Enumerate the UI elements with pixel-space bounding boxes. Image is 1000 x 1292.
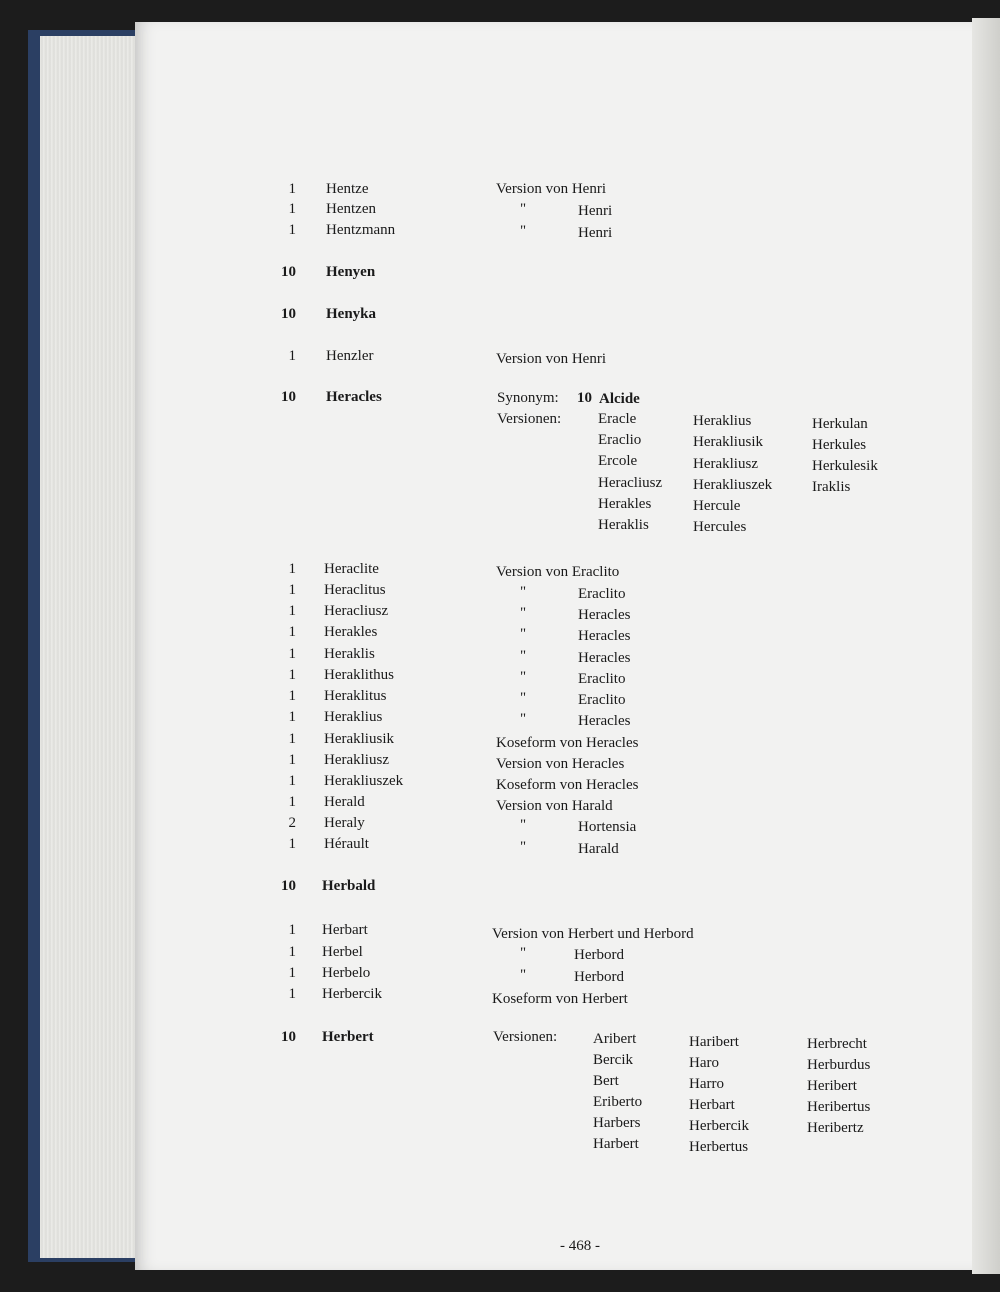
entry-count: 1 [288, 965, 296, 981]
version-name: Herburdus [807, 1057, 871, 1073]
entry-name: Herbelo [322, 965, 371, 981]
entry-name: Henyen [326, 264, 376, 280]
entry-name: Heracles [326, 389, 382, 405]
entry-count: 10 [281, 264, 296, 280]
ditto-mark: " [520, 945, 527, 961]
entry-name: Herbel [322, 944, 363, 960]
entry-description: Version von Henri [496, 181, 606, 197]
version-name: Heribert [807, 1078, 857, 1094]
entry-description: Heracles [578, 628, 631, 644]
entry-count: 2 [288, 815, 296, 831]
ditto-mark: " [520, 201, 527, 217]
version-name: Harbers [593, 1115, 641, 1131]
ditto-mark: " [520, 584, 527, 600]
version-name: Eracle [598, 411, 637, 427]
entry-count: 1 [288, 222, 296, 238]
page-stack-edge [40, 36, 140, 1258]
entry-description: Henri [578, 203, 613, 219]
entry-description: Henri [578, 225, 613, 241]
synonym-count: 10 [577, 390, 592, 406]
entry-count: 1 [288, 944, 296, 960]
entry-description: Version von Henri [496, 351, 606, 367]
entry-description: Heracles [578, 650, 631, 666]
versions-label: Versionen: [493, 1029, 558, 1045]
entry-name: Heracliusz [324, 603, 389, 619]
entry-name: Herald [324, 794, 365, 810]
entry-name: Heraklithus [324, 667, 394, 683]
version-name: Aribert [593, 1031, 637, 1047]
version-name: Harbert [593, 1136, 639, 1152]
version-name: Herakliuszek [693, 477, 773, 493]
entry-description: Heracles [578, 607, 631, 623]
synonym-value: Alcide [599, 391, 640, 407]
entry-description: Hortensia [578, 819, 637, 835]
entry-count: 10 [281, 306, 296, 322]
entry-description: Version von Eraclito [496, 564, 620, 580]
ditto-mark: " [520, 839, 527, 855]
version-name: Herakliusz [693, 456, 758, 472]
page-number: - 468 - [560, 1238, 600, 1254]
version-name: Eriberto [593, 1094, 643, 1110]
version-name: Herbart [689, 1097, 735, 1113]
entry-name: Heraclite [324, 561, 379, 577]
entry-description: Koseform von Herbert [492, 991, 628, 1007]
entry-count: 10 [281, 1029, 296, 1045]
entry-description: Eraclito [578, 586, 626, 602]
page-right-edge [972, 18, 1000, 1274]
entry-name: Heraklis [324, 646, 375, 662]
entry-count: 1 [288, 603, 296, 619]
ditto-mark: " [520, 223, 527, 239]
entry-name: Herbart [322, 922, 368, 938]
entry-name: Herakliusik [324, 731, 394, 747]
entry-count: 1 [288, 624, 296, 640]
versions-label: Versionen: [497, 411, 562, 427]
entry-description: Version von Herbert und Herbord [492, 926, 694, 942]
entry-description: Harald [578, 841, 619, 857]
entry-description: Herbord [574, 947, 624, 963]
version-name: Harro [689, 1076, 724, 1092]
entry-name: Henzler [326, 348, 374, 364]
version-name: Herbercik [689, 1118, 749, 1134]
version-name: Heracliusz [598, 475, 663, 491]
entry-count: 1 [288, 201, 296, 217]
version-name: Heribertz [807, 1120, 864, 1136]
version-name: Heraklis [598, 517, 649, 533]
entry-count: 1 [288, 667, 296, 683]
entry-count: 1 [288, 709, 296, 725]
entry-count: 1 [288, 582, 296, 598]
entry-count: 1 [288, 752, 296, 768]
entry-name: Herbercik [322, 986, 382, 1002]
version-name: Herkules [812, 437, 867, 453]
entry-description: Koseform von Heracles [496, 735, 639, 751]
entry-description: Koseform von Heracles [496, 777, 639, 793]
ditto-mark: " [520, 817, 527, 833]
entry-description: Herbord [574, 969, 624, 985]
entry-name: Heraklius [324, 709, 383, 725]
entry-name: Hentzmann [326, 222, 396, 238]
synonym-label: Synonym: [497, 390, 559, 406]
version-name: Haribert [689, 1034, 739, 1050]
version-name: Herakles [598, 496, 652, 512]
ditto-mark: " [520, 967, 527, 983]
entry-count: 1 [288, 731, 296, 747]
entry-name: Heraklitus [324, 688, 387, 704]
version-name: Ercole [598, 453, 638, 469]
version-name: Herbrecht [807, 1036, 867, 1052]
version-name: Herakliusik [693, 434, 763, 450]
entry-name: Hérault [324, 836, 369, 852]
entry-description: Eraclito [578, 692, 626, 708]
entry-count: 1 [288, 181, 296, 197]
entry-count: 1 [288, 794, 296, 810]
entry-count: 10 [281, 878, 296, 894]
entry-description: Version von Heracles [496, 756, 625, 772]
entry-name: Herbert [322, 1029, 374, 1045]
entry-name: Herakliuszek [324, 773, 404, 789]
ditto-mark: " [520, 711, 527, 727]
entry-count: 10 [281, 389, 296, 405]
ditto-mark: " [520, 605, 527, 621]
ditto-mark: " [520, 648, 527, 664]
version-name: Iraklis [812, 479, 851, 495]
version-name: Bert [593, 1073, 619, 1089]
entry-description: Heracles [578, 713, 631, 729]
version-name: Eraclio [598, 432, 642, 448]
entry-name: Herakliusz [324, 752, 389, 768]
ditto-mark: " [520, 626, 527, 642]
version-name: Hercule [693, 498, 741, 514]
entry-count: 1 [288, 646, 296, 662]
entry-name: Heraclitus [324, 582, 386, 598]
entry-count: 1 [288, 561, 296, 577]
version-name: Heribertus [807, 1099, 871, 1115]
version-name: Herkulan [812, 416, 868, 432]
version-name: Heraklius [693, 413, 752, 429]
entry-name: Herakles [324, 624, 378, 640]
ditto-mark: " [520, 690, 527, 706]
version-name: Haro [689, 1055, 719, 1071]
version-name: Bercik [593, 1052, 633, 1068]
version-name: Herkulesik [812, 458, 878, 474]
entry-description: Version von Harald [496, 798, 613, 814]
version-name: Herbertus [689, 1139, 749, 1155]
entry-name: Hentzen [326, 201, 376, 217]
ditto-mark: " [520, 669, 527, 685]
entry-name: Herbald [322, 878, 376, 894]
entry-name: Henyka [326, 306, 377, 322]
version-name: Hercules [693, 519, 747, 535]
entry-count: 1 [288, 836, 296, 852]
entry-count: 1 [288, 922, 296, 938]
entry-count: 1 [288, 348, 296, 364]
entry-count: 1 [288, 688, 296, 704]
entry-description: Eraclito [578, 671, 626, 687]
entry-name: Heraly [324, 815, 365, 831]
entry-count: 1 [288, 986, 296, 1002]
entry-count: 1 [288, 773, 296, 789]
entry-name: Hentze [326, 181, 369, 197]
